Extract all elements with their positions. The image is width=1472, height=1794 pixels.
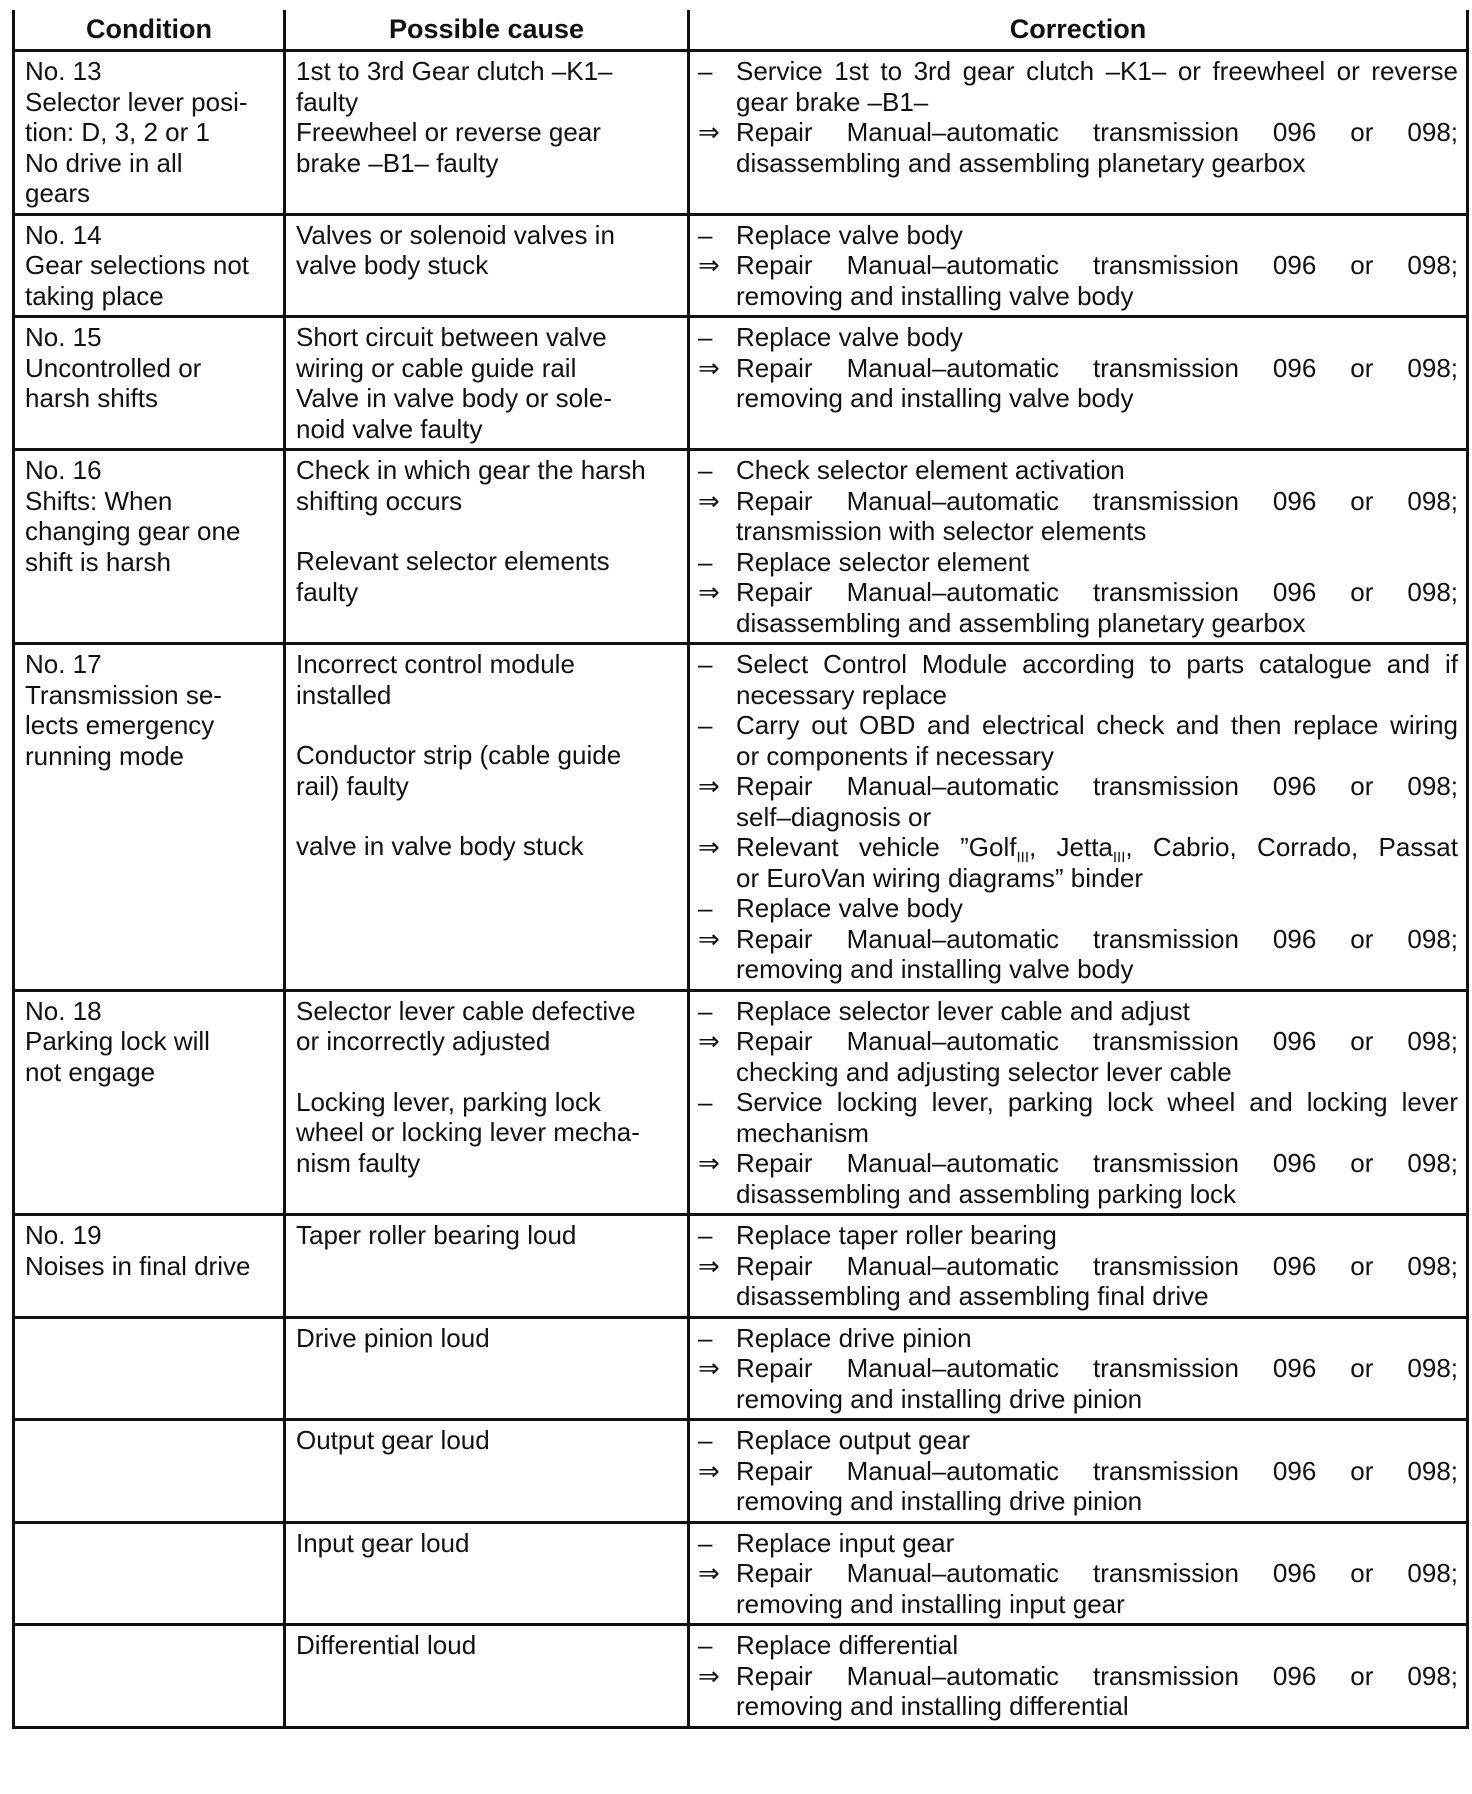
cause-line: installed — [296, 679, 392, 710]
condition-line: Selector lever posi- — [25, 86, 248, 117]
correction-item — [692, 577, 1458, 638]
cause-cell — [285, 51, 689, 215]
condition-cell — [14, 317, 285, 450]
arrow-icon: ⇒ — [698, 117, 720, 147]
correction-continuation: removing and installing drive pinion — [736, 1383, 1143, 1414]
correction-item — [692, 56, 1458, 117]
condition-line: not engage — [25, 1056, 156, 1087]
dash-icon: – — [698, 1087, 713, 1117]
correction-item — [692, 1630, 1458, 1661]
condition-cell — [14, 1625, 285, 1728]
correction-continuation: transmission with selector elements — [736, 516, 1147, 546]
correction-item — [692, 1087, 1458, 1148]
correction-continuation — [692, 863, 1458, 894]
condition-cell — [14, 450, 285, 644]
arrow-icon: ⇒ — [698, 771, 720, 801]
troubleshooting-sheet — [12, 10, 1466, 1729]
correction-continuation: self–diagnosis or — [736, 801, 932, 832]
condition-line: No. 13 — [25, 56, 102, 86]
cause-line: faulty — [296, 86, 359, 117]
correction-line — [692, 56, 1458, 87]
correction-line — [692, 996, 1458, 1027]
condition-line: taking place — [25, 280, 164, 311]
correction-item — [692, 1323, 1458, 1354]
correction-continuation: removing and installing drive pinion — [736, 1486, 1143, 1516]
correction-line — [692, 1558, 1458, 1589]
correction-text: Service 1st to 3rd gear clutch –K1– or freewheel or reverse — [736, 56, 1458, 86]
cause-cell — [285, 1215, 689, 1318]
correction-item — [692, 220, 1458, 251]
correction-cell — [689, 450, 1468, 644]
dash-icon: – — [698, 322, 713, 352]
dash-icon: – — [698, 1220, 713, 1250]
cause-line: Valve in valve body or sole- — [296, 383, 613, 413]
cause-line: Conductor strip (cable guide — [296, 740, 622, 770]
correction-line — [692, 649, 1458, 680]
condition-line: Gear selections not — [25, 250, 250, 280]
correction-text: Repair Manual–automatic transmission 096 or 098; — [736, 577, 1458, 607]
correction-line — [692, 1353, 1458, 1384]
cause-cell — [285, 990, 689, 1215]
cause-cell — [285, 450, 689, 644]
correction-continuation: removing and installing input gear — [736, 1588, 1125, 1619]
condition-line: No. 14 — [25, 219, 102, 250]
dash-icon: – — [698, 455, 713, 485]
correction-line — [692, 771, 1458, 802]
table-row — [14, 317, 1468, 450]
cause-line: Short circuit between valve — [296, 322, 607, 352]
correction-continuation: removing and installing valve body — [736, 383, 1134, 413]
correction-line — [692, 893, 1458, 924]
arrow-icon: ⇒ — [698, 1148, 720, 1178]
correction-item — [692, 455, 1458, 486]
cause-spacer — [296, 516, 679, 546]
correction-text: Carry out OBD and electrical check and then replace wiring — [736, 710, 1458, 740]
dash-icon: – — [698, 56, 713, 86]
correction-item — [692, 117, 1458, 178]
arrow-icon: ⇒ — [698, 923, 720, 954]
cause-line: Incorrect control module — [296, 649, 575, 679]
correction-continuation: removing and installing differential — [736, 1691, 1129, 1721]
arrow-icon: ⇒ — [698, 1558, 720, 1588]
cause-line: Taper roller bearing loud — [296, 1220, 577, 1250]
correction-text: Repair Manual–automatic transmission 096 or 098; — [736, 923, 1458, 954]
cause-line: shifting occurs — [296, 485, 463, 516]
condition-cell — [14, 51, 285, 215]
correction-text: Replace drive pinion — [736, 1322, 972, 1353]
correction-text: Replace differential — [736, 1630, 959, 1660]
correction-line — [692, 117, 1458, 148]
dash-icon: – — [698, 1527, 713, 1558]
condition-line: Noises in final drive — [25, 1250, 251, 1281]
correction-line — [692, 832, 1458, 867]
correction-cell — [689, 1215, 1468, 1318]
correction-continuation: mechanism — [736, 1117, 869, 1148]
correction-cell — [689, 1420, 1468, 1523]
condition-cell — [14, 990, 285, 1215]
vehicle-text: , Cabrio, Corrado, Passat — [1125, 832, 1458, 862]
correction-text: Repair Manual–automatic transmission 096 or 098; — [736, 1148, 1458, 1178]
correction-line — [692, 322, 1458, 353]
table-row — [14, 644, 1468, 991]
condition-line: Shifts: When — [25, 485, 173, 516]
arrow-icon: ⇒ — [698, 1250, 720, 1281]
table-row — [14, 214, 1468, 317]
correction-cell — [689, 1625, 1468, 1728]
correction-continuation: disassembling and assembling planetary gearbox — [736, 147, 1306, 178]
arrow-icon: ⇒ — [698, 485, 720, 516]
cause-line: rail) faulty — [296, 770, 409, 801]
vehicle-text: Relevant vehicle ”Golf — [736, 832, 1017, 862]
correction-line — [692, 1425, 1458, 1456]
cause-cell — [285, 1420, 689, 1523]
correction-line — [692, 1528, 1458, 1559]
correction-text — [736, 832, 1458, 867]
correction-text: Replace output gear — [736, 1425, 971, 1455]
cause-cell — [285, 1317, 689, 1420]
correction-text: Repair Manual–automatic transmission 096 or 098; — [736, 1250, 1458, 1281]
correction-cell — [689, 1522, 1468, 1625]
correction-text: Repair Manual–automatic transmission 096 or 098; — [736, 117, 1458, 147]
cause-line: 1st to 3rd Gear clutch –K1– — [296, 56, 613, 86]
condition-line: gears — [25, 178, 91, 208]
condition-cell — [14, 214, 285, 317]
condition-line: shift is harsh — [25, 546, 171, 577]
correction-line — [692, 1661, 1458, 1692]
correction-text: Service locking lever, parking lock wheel and locking lever — [736, 1087, 1458, 1117]
condition-line: No. 19 — [25, 1220, 102, 1250]
arrow-icon: ⇒ — [698, 352, 720, 383]
arrow-icon: ⇒ — [698, 577, 720, 607]
correction-cell — [689, 990, 1468, 1215]
cause-line: nism faulty — [296, 1147, 421, 1178]
correction-item — [692, 832, 1458, 893]
vehicle-sub: III — [1016, 849, 1029, 867]
cause-line: Drive pinion loud — [296, 1322, 490, 1353]
correction-continuation: removing and installing valve body — [736, 954, 1134, 984]
condition-line: harsh shifts — [25, 383, 158, 413]
table-row — [14, 1625, 1468, 1728]
correction-text: Repair Manual–automatic transmission 096 or 098; — [736, 250, 1458, 280]
arrow-icon: ⇒ — [698, 832, 720, 862]
cause-spacer — [296, 801, 679, 831]
cause-line: faulty — [296, 576, 359, 607]
correction-line — [692, 1026, 1458, 1057]
correction-text: Repair Manual–automatic transmission 096 or 098; — [736, 1353, 1458, 1383]
correction-line — [692, 1251, 1458, 1282]
dash-icon: – — [698, 546, 713, 577]
table-header-row — [14, 10, 1468, 51]
correction-text: Replace selector lever cable and adjust — [736, 995, 1190, 1026]
correction-continuation: removing and installing valve body — [736, 280, 1134, 311]
condition-line: running mode — [25, 740, 184, 771]
arrow-icon: ⇒ — [698, 1353, 720, 1383]
cause-line: Relevant selector elements — [296, 546, 610, 576]
header-possible-cause: Possible cause — [285, 10, 689, 51]
arrow-icon: ⇒ — [698, 250, 720, 280]
correction-line — [692, 1220, 1458, 1251]
header-condition: Condition — [14, 10, 285, 51]
cause-line: Input gear loud — [296, 1527, 470, 1558]
correction-cell — [689, 214, 1468, 317]
correction-item — [692, 996, 1458, 1027]
correction-text: Select Control Module according to parts catalogue and if — [736, 649, 1458, 679]
correction-line — [692, 710, 1458, 741]
correction-item — [692, 1026, 1458, 1087]
correction-line — [692, 1456, 1458, 1487]
correction-item — [692, 353, 1458, 414]
correction-line — [692, 1148, 1458, 1179]
header-correction: Correction — [689, 10, 1468, 51]
vehicle-text: , Jetta — [1029, 832, 1113, 862]
correction-line — [692, 1087, 1458, 1118]
correction-item — [692, 250, 1458, 311]
correction-continuation: disassembling and assembling parking lock — [736, 1178, 1237, 1209]
correction-text: Check selector element activation — [736, 455, 1125, 485]
cause-spacer — [296, 1057, 679, 1087]
cause-line: Valves or solenoid valves in — [296, 219, 615, 250]
correction-item — [692, 1456, 1458, 1517]
dash-icon: – — [698, 1630, 713, 1660]
condition-line: No. 18 — [25, 995, 102, 1026]
correction-line — [692, 486, 1458, 517]
condition-cell — [14, 1317, 285, 1420]
correction-line — [692, 455, 1458, 486]
condition-line: lects emergency — [25, 710, 215, 740]
cause-line: valve body stuck — [296, 250, 489, 280]
cause-line: wiring or cable guide rail — [296, 352, 577, 383]
dash-icon: – — [698, 649, 713, 679]
correction-item — [692, 1251, 1458, 1312]
correction-continuation: or components if necessary — [736, 740, 1054, 771]
correction-line — [692, 1323, 1458, 1354]
correction-item — [692, 893, 1458, 924]
dash-icon: – — [698, 995, 713, 1026]
correction-continuation: disassembling and assembling final drive — [736, 1281, 1209, 1311]
cause-line: Freewheel or reverse gear — [296, 117, 601, 147]
condition-line: Transmission se- — [25, 679, 222, 710]
correction-cell — [689, 317, 1468, 450]
cause-spacer — [296, 710, 679, 740]
correction-continuation: checking and adjusting selector lever cable — [736, 1056, 1232, 1087]
correction-item — [692, 771, 1458, 832]
cause-line: noid valve faulty — [296, 413, 483, 444]
arrow-icon: ⇒ — [698, 1455, 720, 1486]
correction-line — [692, 220, 1458, 251]
condition-line: changing gear one — [25, 516, 241, 546]
cause-line: valve in valve body stuck — [296, 831, 584, 861]
table-row — [14, 1522, 1468, 1625]
correction-item — [692, 710, 1458, 771]
correction-line — [692, 353, 1458, 384]
condition-line: Uncontrolled or — [25, 352, 202, 383]
dash-icon: – — [698, 710, 713, 740]
correction-cell — [689, 644, 1468, 991]
cause-line: Locking lever, parking lock — [296, 1086, 601, 1117]
correction-line — [692, 924, 1458, 955]
correction-text: Replace selector element — [736, 546, 1030, 577]
cause-line: or incorrectly adjusted — [296, 1026, 551, 1056]
cause-line: Selector lever cable defective — [296, 995, 636, 1026]
correction-continuation: disassembling and assembling planetary gearbox — [736, 607, 1306, 638]
correction-continuation: gear brake –B1– — [736, 86, 929, 117]
correction-item — [692, 1661, 1458, 1722]
correction-line — [692, 250, 1458, 281]
condition-cell — [14, 1215, 285, 1318]
cause-line: Output gear loud — [296, 1425, 490, 1455]
cause-line: brake –B1– faulty — [296, 147, 499, 178]
correction-line — [692, 547, 1458, 578]
correction-item — [692, 1558, 1458, 1619]
correction-item — [692, 649, 1458, 710]
correction-item — [692, 1148, 1458, 1209]
cause-cell — [285, 317, 689, 450]
dash-icon: – — [698, 219, 713, 250]
vehicle-text: or EuroVan wiring diagrams” — [736, 862, 1064, 893]
cause-line: Differential loud — [296, 1630, 477, 1660]
table-row — [14, 1317, 1468, 1420]
condition-line: No drive in all — [25, 147, 183, 178]
correction-item — [692, 547, 1458, 578]
correction-text: Replace valve body — [736, 322, 963, 352]
condition-line: No. 16 — [25, 455, 102, 485]
table-body — [14, 51, 1468, 1728]
vehicle-sub: III — [1112, 849, 1126, 867]
condition-cell — [14, 1522, 285, 1625]
dash-icon: – — [698, 893, 713, 923]
correction-text: Repair Manual–automatic transmission 096 or 098; — [736, 1026, 1458, 1056]
correction-text: Repair Manual–automatic transmission 096 or 098; — [736, 1558, 1458, 1588]
cause-cell — [285, 644, 689, 991]
cause-cell — [285, 1522, 689, 1625]
vehicle-text: binder — [1063, 862, 1144, 893]
correction-item — [692, 1425, 1458, 1456]
correction-cell — [689, 51, 1468, 215]
troubleshooting-table — [12, 10, 1469, 1729]
correction-item — [692, 322, 1458, 353]
table-row — [14, 450, 1468, 644]
correction-text: Replace input gear — [736, 1527, 955, 1558]
correction-line — [692, 577, 1458, 608]
condition-line: No. 15 — [25, 322, 102, 352]
correction-line — [692, 1630, 1458, 1661]
table-row — [14, 990, 1468, 1215]
condition-cell — [14, 1420, 285, 1523]
correction-item — [692, 1220, 1458, 1251]
cause-line: wheel or locking lever mecha- — [296, 1117, 640, 1147]
correction-cell — [689, 1317, 1468, 1420]
correction-item — [692, 1528, 1458, 1559]
correction-text: Repair Manual–automatic transmission 096 or 098; — [736, 771, 1458, 801]
table-row — [14, 51, 1468, 215]
correction-text: Repair Manual–automatic transmission 096 or 098; — [736, 1660, 1458, 1691]
condition-line: No. 17 — [25, 649, 102, 679]
correction-text: Repair Manual–automatic transmission 096 or 098; — [736, 352, 1458, 383]
cause-cell — [285, 214, 689, 317]
table-row — [14, 1420, 1468, 1523]
correction-item — [692, 486, 1458, 547]
correction-text: Repair Manual–automatic transmission 096 or 098; — [736, 1455, 1458, 1486]
condition-line: Parking lock will — [25, 1026, 210, 1056]
cause-cell — [285, 1625, 689, 1728]
arrow-icon: ⇒ — [698, 1026, 720, 1056]
dash-icon: – — [698, 1322, 713, 1353]
correction-text: Repair Manual–automatic transmission 096 or 098; — [736, 485, 1458, 516]
arrow-icon: ⇒ — [698, 1660, 720, 1691]
correction-item — [692, 924, 1458, 985]
table-row — [14, 1215, 1468, 1318]
correction-continuation: necessary replace — [736, 679, 947, 710]
dash-icon: – — [698, 1425, 713, 1455]
condition-cell — [14, 644, 285, 991]
correction-text: Replace taper roller bearing — [736, 1220, 1057, 1250]
cause-line: Check in which gear the harsh — [296, 455, 646, 485]
correction-text: Replace valve body — [736, 893, 963, 923]
condition-line: tion: D, 3, 2 or 1 — [25, 117, 210, 147]
correction-item — [692, 1353, 1458, 1414]
correction-text: Replace valve body — [736, 219, 963, 250]
